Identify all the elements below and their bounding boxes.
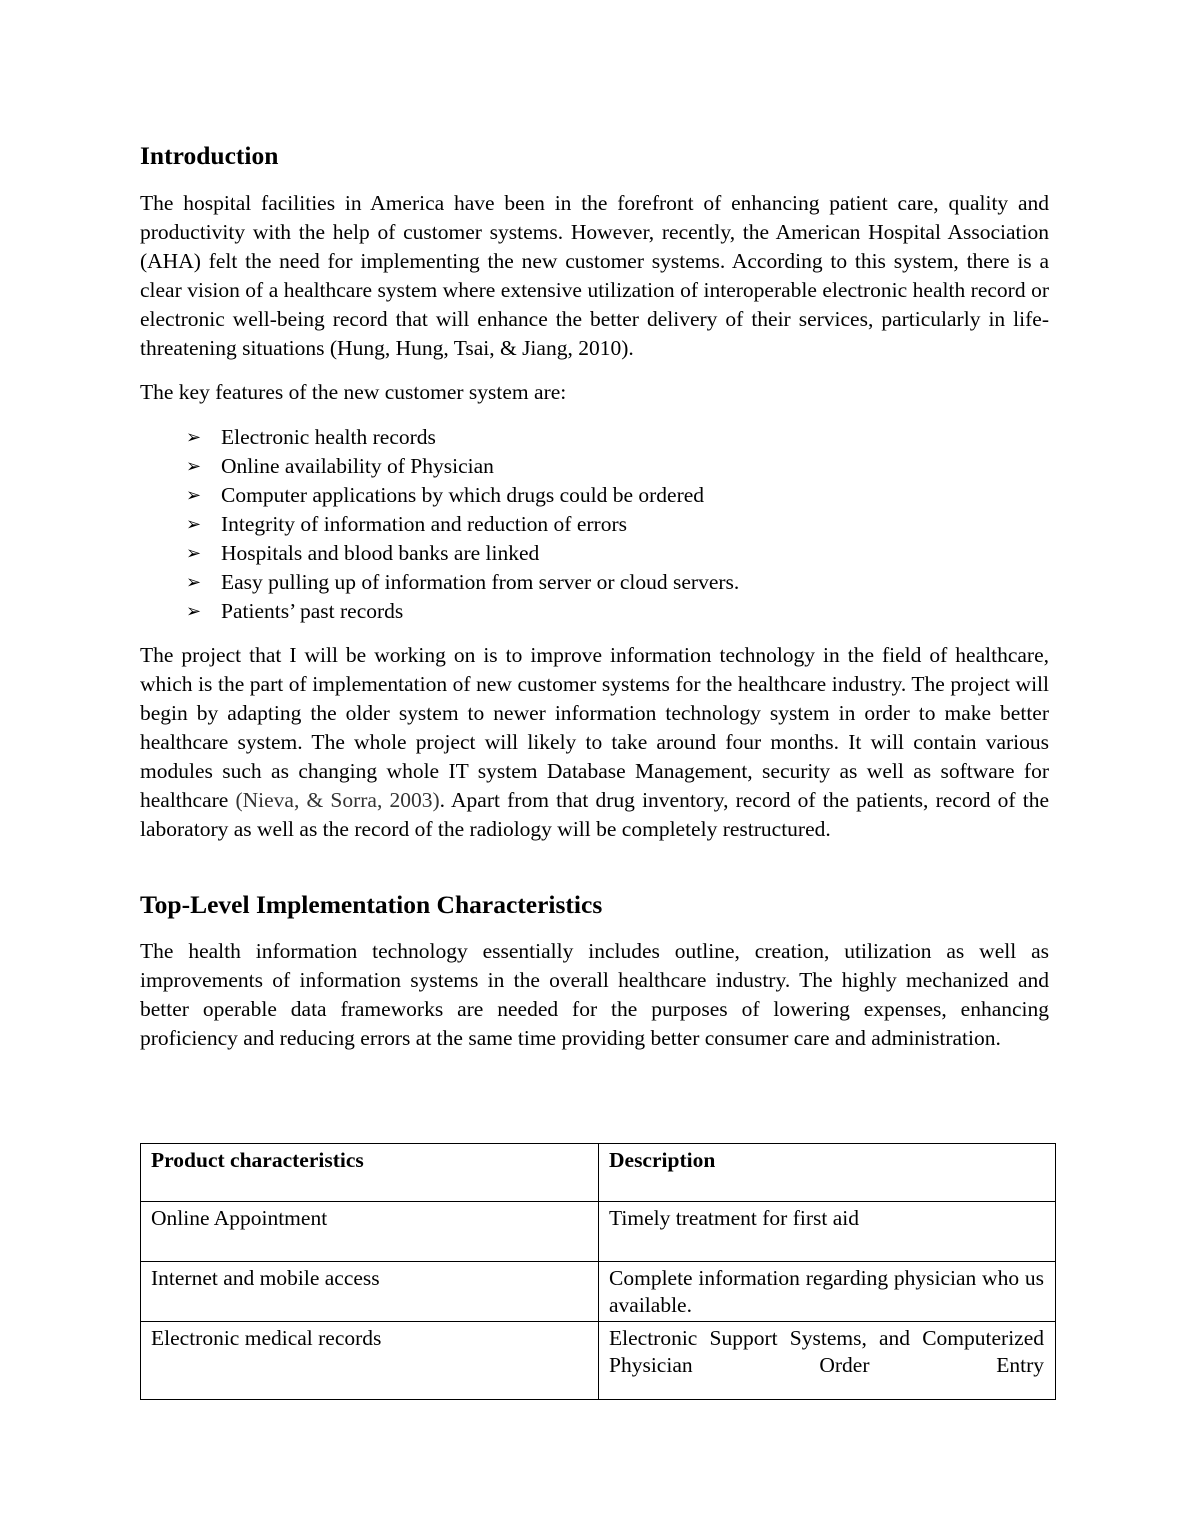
feature-item: ➢ Integrity of information and reduction of errors bbox=[186, 510, 739, 539]
table-cell: Electronic medical records bbox=[141, 1322, 599, 1400]
arrowhead-bullet-icon: ➢ bbox=[186, 456, 202, 477]
arrowhead-bullet-icon: ➢ bbox=[186, 514, 202, 535]
implementation-heading: Top-Level Implementation Characteristics bbox=[140, 890, 603, 919]
arrowhead-bullet-icon: ➢ bbox=[186, 543, 202, 564]
table-cell: Electronic Support Systems, and Computerized Physician Order Entry bbox=[599, 1322, 1056, 1400]
header-product-characteristics: Product characteristics bbox=[141, 1144, 599, 1202]
project-paragraph: The project that I will be working on is to improve information technology in the field of healthcare, which is the part of implementation of new customer systems for the healthcare industry. The project will begin by adapting the older system to newer information technology system in order to make better healthcare system. The whole project will likely to take around four months. It will contain various modules such as changing whole IT system Database Management, security as well as software for healthcare (Nieva, & Sorra, 2003). Apart from that drug inventory, record of the patients, record of the laboratory as well as the record of the radiology will be completely restructured. bbox=[140, 643, 1049, 841]
feature-item: ➢ Easy pulling up of information from server or cloud servers. bbox=[186, 568, 739, 597]
features-intro-text: The key features of the new customer system are: bbox=[140, 380, 567, 404]
feature-item: ➢ Electronic health records bbox=[186, 423, 739, 452]
feature-item: ➢ Computer applications by which drugs could be ordered bbox=[186, 481, 739, 510]
arrowhead-bullet-icon: ➢ bbox=[186, 601, 202, 622]
intro-paragraph: The hospital facilities in America have been in the forefront of enhancing patient care, quality and productivity with the help of customer systems. However, recently, the American Hospital Association (AHA) felt the need for implementing the new customer systems. According to this system, there is a clear vision of a healthcare system where extensive utilization of interoperable electronic health record or electronic well-being record that will enhance the better delivery of their services, particularly in life-threatening situations (Hung, Hung, Tsai, & Jiang, 2010). bbox=[140, 191, 1049, 360]
table-cell: Online Appointment bbox=[141, 1202, 599, 1262]
header-description: Description bbox=[599, 1144, 1056, 1202]
characteristics-table bbox=[140, 1143, 1056, 1400]
table-row bbox=[141, 1262, 1056, 1322]
table-row bbox=[141, 1202, 1056, 1262]
feature-item: ➢ Online availability of Physician bbox=[186, 452, 739, 481]
feature-item: ➢ Hospitals and blood banks are linked bbox=[186, 539, 739, 568]
table-row bbox=[141, 1322, 1056, 1400]
feature-item: ➢ Patients’ past records bbox=[186, 597, 739, 626]
arrowhead-bullet-icon: ➢ bbox=[186, 427, 202, 448]
table-cell: Internet and mobile access bbox=[141, 1262, 599, 1322]
table-cell: Timely treatment for first aid bbox=[599, 1202, 1056, 1262]
table-header-row bbox=[141, 1144, 1056, 1202]
features-list bbox=[186, 423, 739, 626]
introduction-heading: Introduction bbox=[140, 141, 279, 170]
citation: (Nieva, & Sorra, 2003) bbox=[235, 788, 440, 812]
arrowhead-bullet-icon: ➢ bbox=[186, 485, 202, 506]
arrowhead-bullet-icon: ➢ bbox=[186, 572, 202, 593]
implementation-paragraph: The health information technology essentially includes outline, creation, utilization as well as improvements of information systems in the overall healthcare industry. The highly mechanized and better operable data frameworks are needed for the purposes of lowering expenses, enhancing proficiency and reducing errors at the same time providing better consumer care and administration. bbox=[140, 939, 1049, 1050]
table-cell: Complete information regarding physician who us available. bbox=[599, 1262, 1056, 1322]
